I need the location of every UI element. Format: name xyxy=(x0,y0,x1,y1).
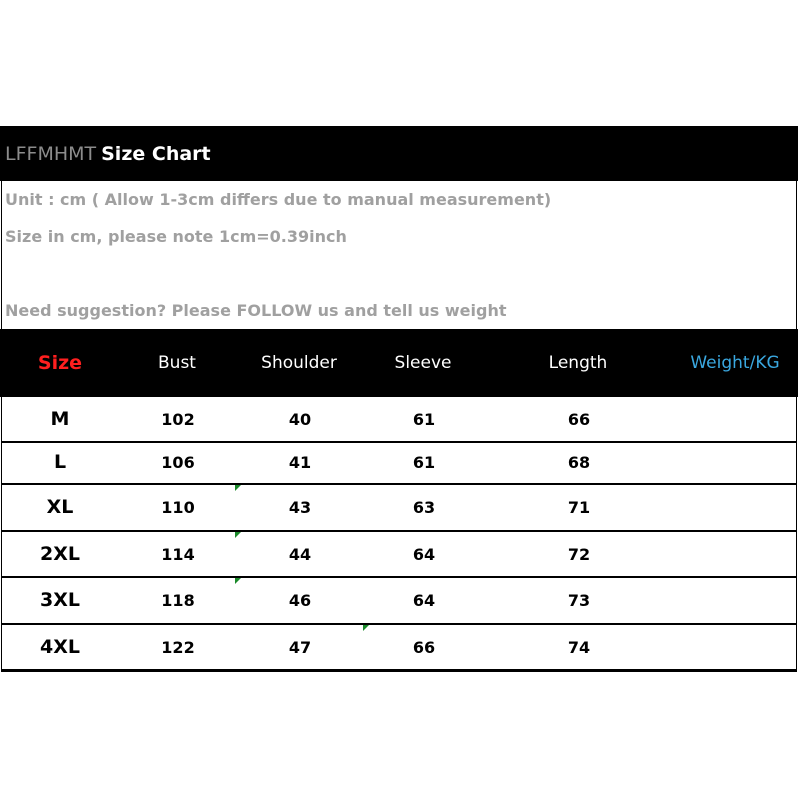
cell-bust: 122 xyxy=(161,637,195,657)
table-header xyxy=(0,329,798,397)
cell-shoulder: 40 xyxy=(288,409,312,429)
cell-length: 71 xyxy=(567,497,591,517)
cell-length: 68 xyxy=(567,452,591,472)
cell-length: 66 xyxy=(567,409,591,429)
conversion-note: Size in cm, please note 1cm=0.39inch xyxy=(5,227,347,246)
header-shoulder: Shoulder xyxy=(261,353,337,373)
title-bar xyxy=(0,126,798,181)
cell-bust: 110 xyxy=(161,497,195,517)
cell-size: 4XL xyxy=(40,636,80,658)
cell-shoulder: 43 xyxy=(288,497,312,517)
cell-sleeve: 64 xyxy=(412,590,436,610)
chart-title: Size Chart xyxy=(101,142,211,165)
cell-corner-marker xyxy=(363,625,369,631)
cell-bust: 102 xyxy=(161,409,195,429)
table-row xyxy=(1,485,797,532)
cell-sleeve: 61 xyxy=(412,452,436,472)
cell-length: 74 xyxy=(567,637,591,657)
cell-shoulder: 44 xyxy=(288,544,312,564)
cell-corner-marker xyxy=(235,578,241,584)
table-row xyxy=(1,532,797,578)
cell-bust: 114 xyxy=(161,544,195,564)
cell-size: 2XL xyxy=(40,543,80,565)
cell-size: L xyxy=(53,451,67,473)
cell-sleeve: 64 xyxy=(412,544,436,564)
header-length: Length xyxy=(548,353,608,373)
cell-sleeve: 63 xyxy=(412,497,436,517)
cell-size: M xyxy=(50,408,70,430)
header-sleeve: Sleeve xyxy=(394,353,452,373)
cell-length: 73 xyxy=(567,590,591,610)
cell-shoulder: 47 xyxy=(288,637,312,657)
cell-corner-marker xyxy=(235,532,241,538)
table-row xyxy=(1,440,797,485)
brand-name: LFFMHMT xyxy=(5,142,97,165)
suggestion-note: Need suggestion? Please FOLLOW us and tell us weight xyxy=(5,301,507,320)
cell-bust: 106 xyxy=(161,452,195,472)
cell-bust: 118 xyxy=(161,590,195,610)
header-weight: Weight/KG xyxy=(690,353,780,373)
unit-note: Unit : cm ( Allow 1-3cm differs due to manual measurement) xyxy=(5,190,552,209)
cell-length: 72 xyxy=(567,544,591,564)
table-row xyxy=(1,578,797,625)
cell-shoulder: 46 xyxy=(288,590,312,610)
cell-sleeve: 61 xyxy=(412,409,436,429)
header-bust: Bust xyxy=(158,353,196,373)
cell-corner-marker xyxy=(235,485,241,491)
table-row xyxy=(1,625,797,672)
cell-size: XL xyxy=(46,496,74,518)
cell-size: 3XL xyxy=(40,589,80,611)
cell-sleeve: 66 xyxy=(412,637,436,657)
table-row xyxy=(1,397,797,443)
cell-shoulder: 41 xyxy=(288,452,312,472)
header-size: Size xyxy=(37,352,83,374)
